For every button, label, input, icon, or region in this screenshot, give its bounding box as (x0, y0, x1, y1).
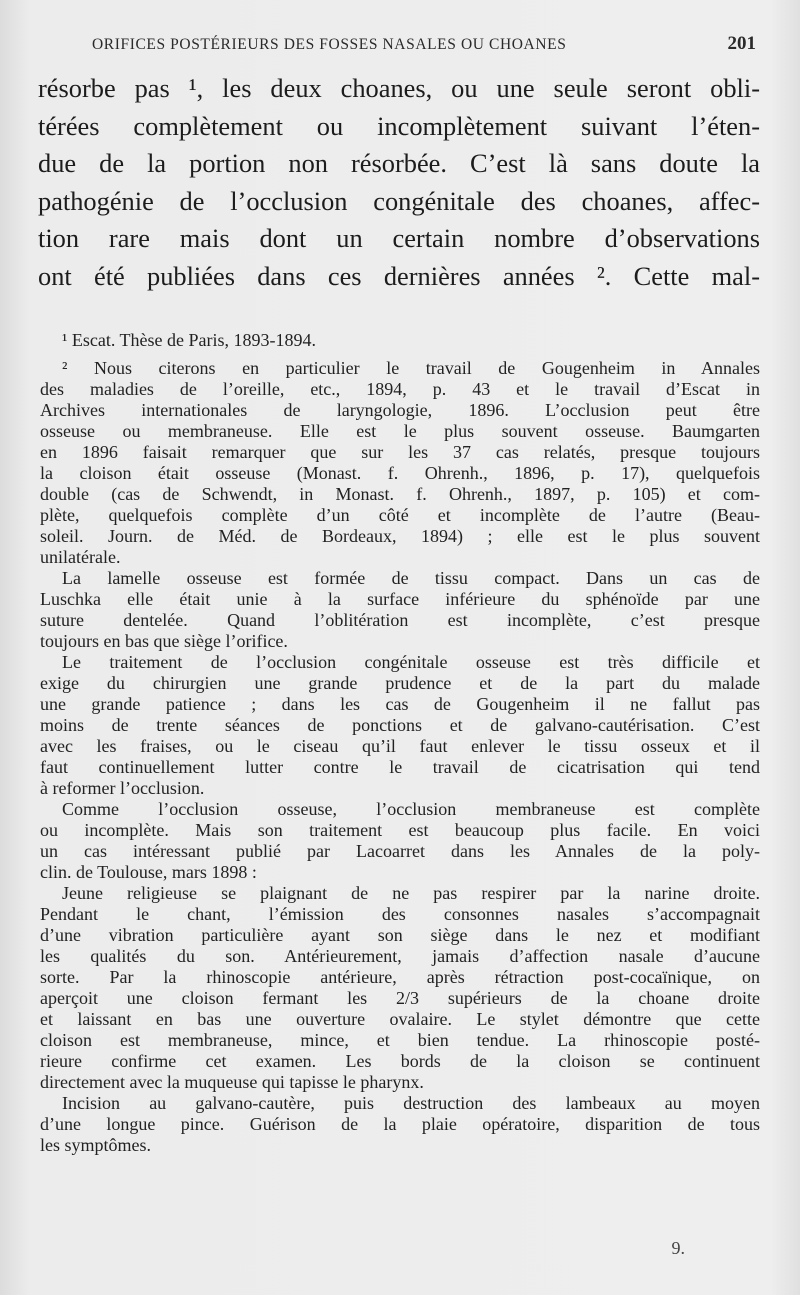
paragraph-line: moins de trente séances de ponctions et de galvano-cautérisation. C’est (40, 715, 760, 735)
paragraph-line: directement avec la muqueuse qui tapisse le pharynx. (40, 1072, 424, 1092)
paragraph-line: Jeune religieuse se plaignant de ne pas respirer par la narine droite. (62, 883, 760, 903)
paragraph-line: une grande patience ; dans les cas de Gougenheim il ne fallut pas (40, 694, 760, 714)
footnote-line: en 1896 faisait remarquer que sur les 37 cas relatés, presque toujours (40, 442, 760, 462)
paragraph-line: Comme l’occlusion osseuse, l’occlusion membraneuse est complète (62, 799, 760, 819)
paragraph-line: exige du chirurgien une grande prudence et de la part du malade (40, 673, 760, 693)
footnote-2 (40, 358, 760, 568)
paragraph-line: avec les fraises, ou le ciseau qu’il faut enlever le tissu osseux et il (40, 736, 760, 756)
main-line: résorbe pas ¹, les deux choanes, ou une seule seront obli- (38, 73, 760, 103)
paragraph-line: d’une vibration particulière ayant son siège dans le nez et modifiant (40, 925, 760, 945)
footnote-line: Archives internationales de laryngologie, 1896. L’occlusion peut être (40, 400, 760, 420)
paragraph-line: rieure confirme cet examen. Les bords de la cloison se continuent (40, 1051, 760, 1071)
main-text (38, 70, 760, 296)
footnote-1: ¹ Escat. Thèse de Paris, 1893-1894. (62, 330, 317, 350)
page-number: 201 (727, 33, 756, 54)
paragraph-lamelle (40, 568, 760, 652)
footnote-line: double (cas de Schwendt, in Monast. f. Ohrenh., 1897, p. 105) et com- (40, 484, 760, 504)
main-line: térées complètement ou incomplètement suivant l’éten- (38, 110, 760, 141)
paragraph-line: clin. de Toulouse, mars 1898 : (40, 862, 257, 882)
signature-mark: 9. (671, 1238, 685, 1258)
paragraph-line: les symptômes. (40, 1135, 151, 1155)
footnote-line: unilatérale. (40, 547, 121, 567)
paragraph-line: faut continuellement lutter contre le travail de cicatrisation qui tend (40, 757, 760, 777)
paragraph-line: La lamelle osseuse est formée de tissu compact. Dans un cas de (62, 568, 760, 588)
paragraph-line: Incision au galvano-cautère, puis destruction des lambeaux au moyen (62, 1093, 760, 1113)
running-title: ORIFICES POSTÉRIEURS DES FOSSES NASALES OU CHOANES (92, 36, 567, 53)
paragraph-line: à reformer l’occlusion. (40, 778, 205, 798)
running-head (92, 33, 756, 54)
paragraph-line: et laissant en bas une ouverture ovalaire. Le stylet démontre que cette (40, 1009, 760, 1029)
footnote-line: des maladies de l’oreille, etc., 1894, p. 43 et le travail d’Escat in (40, 379, 760, 399)
paragraph-line: toujours en bas que siège l’orifice. (40, 631, 288, 651)
paragraph-line: sorte. Par la rhinoscopie antérieure, après rétraction post-cocaïnique, on (40, 967, 760, 987)
main-line: due de la portion non résorbée. C’est là sans doute la (38, 148, 760, 179)
footnote-line: la cloison était osseuse (Monast. f. Ohrenh., 1896, p. 17), quelquefois (40, 463, 760, 483)
paragraph-observation (40, 883, 760, 1093)
footnote-line: ² Nous citerons en particulier le travail de Gougenheim in Annales (62, 358, 760, 378)
paragraph-incision (40, 1093, 760, 1156)
paragraph-line: un cas intéressant publié par Lacoarret dans les Annales de la poly- (40, 841, 760, 861)
main-line: tion rare mais dont un certain nombre d’observations (38, 223, 760, 254)
paragraph-line: Pendant le chant, l’émission des consonnes nasales s’accompagnait (40, 904, 760, 924)
paragraph-line: ou incomplète. Mais son traitement est beaucoup plus facile. En voici (40, 820, 760, 840)
footnote-line: soleil. Journ. de Méd. de Bordeaux, 1894) ; elle est le plus souvent (40, 526, 760, 546)
paragraph-line: Le traitement de l’occlusion congénitale osseuse est très difficile et (62, 652, 760, 672)
paragraph-line: les qualités du son. Antérieurement, jamais d’affection nasale d’aucune (40, 946, 760, 966)
paragraph-line: Luschka elle était unie à la surface inférieure du sphénoïde par une (40, 589, 760, 609)
paragraph-line: d’une longue pince. Guérison de la plaie opératoire, disparition de tous (40, 1114, 760, 1134)
main-line: ont été publiées dans ces dernières années ². Cette mal- (38, 260, 760, 291)
paragraph-line: aperçoit une cloison fermant les 2/3 supérieurs de la choane droite (40, 988, 760, 1008)
paragraph-line: cloison est membraneuse, mince, et bien tendue. La rhinoscopie posté- (40, 1030, 760, 1050)
footnote-line: plète, quelquefois complète d’un côté et incomplète de l’autre (Beau- (40, 505, 760, 525)
footnote-line: osseuse ou membraneuse. Elle est le plus souvent osseuse. Baumgarten (40, 421, 760, 441)
paragraph-membraneuse (40, 799, 760, 883)
paragraph-traitement (40, 652, 760, 799)
paragraph-line: suture dentelée. Quand l’oblitération est incomplète, c’est presque (40, 610, 760, 630)
footnotes (40, 330, 760, 1156)
main-line: pathogénie de l’occlusion congénitale des choanes, affec- (38, 185, 760, 216)
